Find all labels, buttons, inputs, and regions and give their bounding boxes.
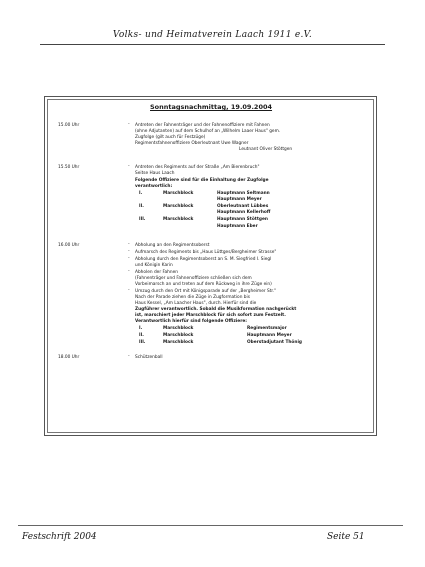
officer-block: Marschblock	[163, 204, 194, 209]
page-header-title: Volks- und Heimatverein Laach 1911 e.V.	[112, 30, 313, 40]
schedule-text: Seitse Haus Laach	[135, 171, 175, 176]
officer-num: I.	[139, 191, 143, 196]
schedule-text: (Fahnenträger und Fahnenoffiziere schließen sich dem	[135, 276, 252, 281]
bullet-dash: -	[128, 242, 130, 247]
officer-name: Oberstadjutant Thönig	[247, 340, 302, 345]
officer-block: Marschblock	[163, 340, 194, 345]
schedule-text: und Königin Karin	[135, 263, 173, 268]
bullet-dash: -	[128, 288, 130, 293]
bullet-dash: -	[128, 122, 130, 127]
officer-name: Hauptmann Meyer	[217, 197, 262, 202]
bullet-dash: -	[128, 269, 130, 274]
officer-name: Hauptmann Kellerhoff	[217, 210, 271, 215]
schedule-text: Zugfolge (gilt auch für Festzüge)	[135, 135, 206, 140]
schedule-text: Abholung durch den Regimentsoberst an S. M. Siegfried I. Siegl	[135, 257, 272, 262]
footer-publication: Festschrift 2004	[22, 532, 97, 542]
bullet-dash: -	[128, 256, 130, 261]
schedule-text: Umzug durch den Ort mit Königsparade auf der „Bergheimer Str."	[135, 289, 277, 294]
schedule-text: ist, marschiert jeder Marschblock für sich sofort zum Festzelt.	[135, 313, 286, 318]
schedule-text: Abholung an den Regimentsoberst	[135, 243, 210, 248]
time-label: 16.00 Uhr	[58, 243, 80, 248]
schedule-text: Vorbeimarsch an und treten auf dem Rückweg in ihre Züge ein)	[135, 282, 272, 287]
schedule-text: Antreten des Regiments auf der Straße „Am Bierenbruch"	[135, 165, 260, 170]
schedule-text: verantwortlich:	[135, 184, 173, 189]
bullet-dash: -	[128, 164, 130, 169]
officer-num: I.	[139, 326, 143, 331]
time-label: 15.00 Uhr	[58, 123, 80, 128]
schedule-text: (ohne Adjutanten) auf dem Schulhof an „Wilhelm Laaer Haus" gem.	[135, 129, 281, 134]
officer-block: Marschblock	[163, 217, 194, 222]
schedule-text: Nach der Parade ziehen die Züge in Zugformation bis	[135, 295, 250, 300]
officer-name: Hauptmann Stöttgen	[217, 217, 268, 222]
officer-name: Hauptmann Meyer	[247, 333, 292, 338]
schedule-text: Abholen der Fahnen	[135, 270, 178, 275]
officer-block: Marschblock	[163, 191, 194, 196]
officer-num: II.	[139, 204, 144, 209]
schedule-text: Schützenball	[135, 355, 163, 360]
schedule-box-inner	[47, 99, 374, 433]
header-divider	[40, 44, 385, 45]
time-label: 18.00 Uhr	[58, 355, 80, 360]
footer-page-number: Seite 51	[327, 532, 365, 542]
schedule-text: Antreten der Fahnenträger und der Fahnenoffiziere mit Fahnen	[135, 123, 270, 128]
schedule-text: Regimentsfahnenoffiziere Oberleutnant Uwe Wagner	[135, 141, 249, 146]
schedule-text: Haus Kessel, „Am Laacher Haus", durch. Hierfür sind die	[135, 301, 257, 306]
time-label: 15.50 Uhr	[58, 165, 80, 170]
schedule-text: Verantwortlich hierfür sind folgende Offiziere:	[135, 319, 247, 324]
officer-block: Marschblock	[163, 326, 194, 331]
bullet-dash: -	[128, 354, 130, 359]
officer-name: Hauptmann Eber	[217, 224, 258, 229]
section-title: Sonntagsnachmittag, 19.09.2004	[150, 103, 273, 111]
officer-name: Regimentsmajor	[247, 326, 287, 331]
officer-block: Marschblock	[163, 333, 194, 338]
officer-num: III.	[139, 217, 146, 222]
schedule-text: Aufmarsch des Regiments bis „Haus Lüttges/Bergheimer Strasse"	[135, 250, 277, 255]
schedule-text: Folgende Offiziere sind für die Einhaltung der Zugfolge	[135, 178, 269, 183]
officer-num: II.	[139, 333, 144, 338]
officer-name: Hauptmann Seltmann	[217, 191, 270, 196]
schedule-text: Zugführer verantwortlich. Sobald die Musikformation nachgerückt	[135, 307, 297, 312]
footer-divider	[18, 525, 403, 526]
schedule-text: Leutnant Oliver Stöttgen	[239, 147, 293, 152]
officer-name: Oberleutnant Lübbes	[217, 204, 269, 209]
officer-num: III.	[139, 340, 146, 345]
bullet-dash: -	[128, 249, 130, 254]
